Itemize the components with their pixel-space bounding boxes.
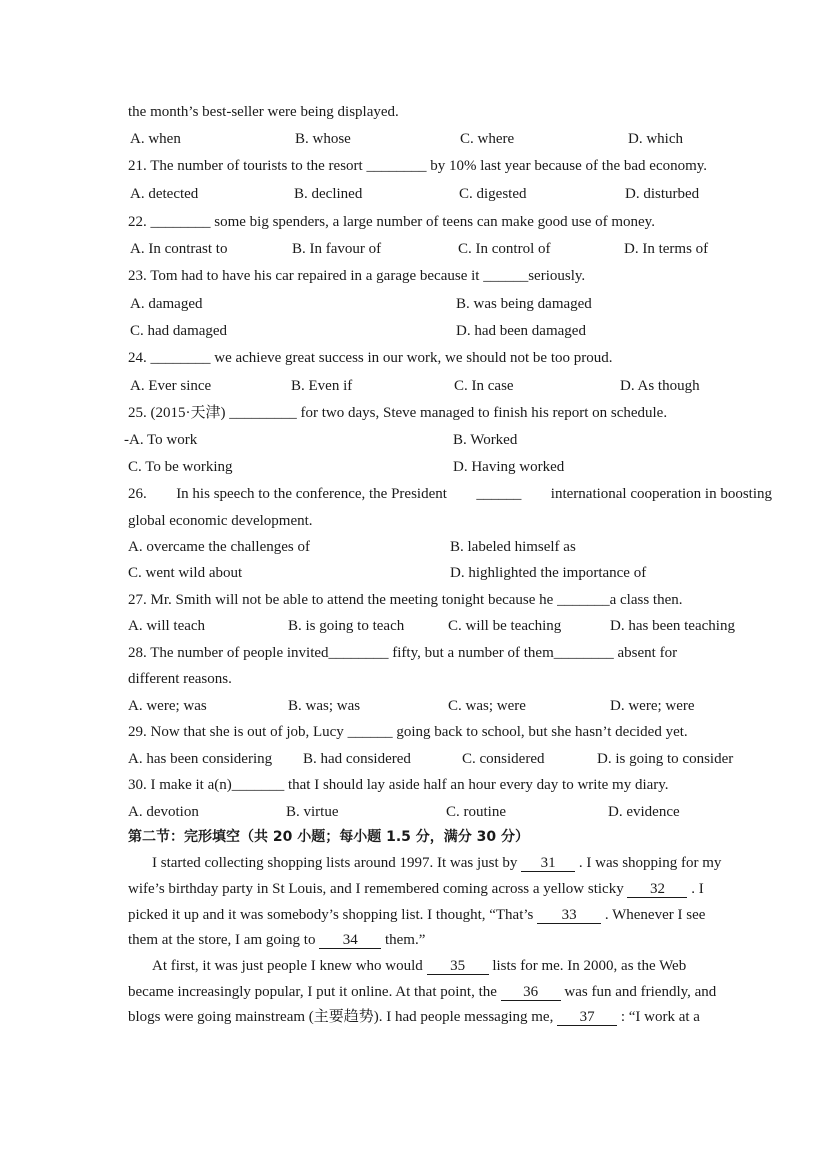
- q23-option-c: C. had damaged: [130, 323, 228, 339]
- q29-text-after: going back to school, but she hasn’t decided yet.: [396, 724, 688, 740]
- q22-text-after: some big spenders, a large number of teens can make good use of money.: [214, 214, 655, 230]
- passage-text: . Whenever I see: [604, 907, 706, 923]
- q20-option-a: A. when: [130, 131, 181, 147]
- q25-text-after: for two days, Steve managed to finish his report on schedule.: [300, 405, 668, 421]
- q26-text-line2: global economic development.: [128, 513, 313, 529]
- passage-text: wife’s birthday party in St Louis, and I remembered coming across a yellow sticky: [128, 881, 624, 897]
- blank-37: 37: [557, 1009, 617, 1026]
- q23-options-row1: [128, 294, 788, 314]
- q23-text-after: seriously.: [528, 268, 586, 284]
- q25-blank: _________: [229, 405, 297, 421]
- q21-stem: [128, 156, 707, 176]
- q28-stem-line2: [128, 669, 232, 689]
- passage-p1-line4: [128, 930, 768, 950]
- q27-number: 27.: [128, 592, 147, 608]
- q30-option-d: D. evidence: [608, 804, 680, 820]
- q25-option-b: B. Worked: [453, 432, 518, 448]
- q30-text-after: that I should lay aside half an hour every day to write my diary.: [287, 777, 669, 793]
- q29-option-d: D. is going to consider: [597, 751, 734, 767]
- q26-text-before: In his speech to the conference, the President: [176, 486, 447, 502]
- blank-35: 35: [427, 958, 489, 975]
- q26-number: 26.: [128, 486, 147, 502]
- q26-text-after: international cooperation in boosting: [550, 486, 772, 502]
- section-2-title: 第二节：完形填空（共 20 小题；每小题 1.5 分，满分 30 分）: [128, 829, 530, 845]
- q21-options: [128, 184, 788, 204]
- q30-option-c: C. routine: [446, 804, 506, 820]
- passage-text: lists for me. In 2000, as the Web: [492, 958, 687, 974]
- passage-text: became increasingly popular, I put it online. At that point, the: [128, 984, 497, 1000]
- q25-option-c: C. To be working: [128, 459, 233, 475]
- q21-blank: ________: [366, 158, 427, 174]
- q26-option-a: A. overcame the challenges of: [128, 539, 310, 555]
- q28-option-b: B. was; was: [288, 698, 361, 714]
- q29-blank: ______: [347, 724, 393, 740]
- q20-stem: [128, 102, 399, 122]
- blank-36: 36: [501, 984, 561, 1001]
- q21-number: 21.: [128, 158, 147, 174]
- q23-option-a: A. damaged: [130, 296, 203, 312]
- q30-option-b: B. virtue: [286, 804, 339, 820]
- q30-stem: [128, 775, 669, 795]
- q27-stem: [128, 590, 682, 610]
- q25-option-a: -A. To work: [124, 432, 198, 448]
- q23-options-row2: [128, 321, 788, 341]
- q27-text-before: Mr. Smith will not be able to attend the meeting tonight because he: [150, 592, 554, 608]
- q21-text-after: by 10% last year because of the bad economy.: [430, 158, 708, 174]
- q27-text-after: a class then.: [609, 592, 683, 608]
- q24-option-b: B. Even if: [291, 378, 353, 394]
- q26-option-c: C. went wild about: [128, 565, 243, 581]
- passage-text: them.”: [384, 932, 426, 948]
- passage-p2-line2: [128, 982, 768, 1002]
- q22-option-c: C. In control of: [458, 241, 551, 257]
- q29-text-before: Now that she is out of job, Lucy: [150, 724, 344, 740]
- blank-34: 34: [319, 932, 381, 949]
- passage-text: At first, it was just people I knew who would: [152, 958, 423, 974]
- q24-text-after: we achieve great success in our work, we should not be too proud.: [214, 350, 613, 366]
- q26-option-b: B. labeled himself as: [450, 539, 576, 555]
- q30-number: 30.: [128, 777, 147, 793]
- q20-option-c: C. where: [460, 131, 515, 147]
- q28-text-before: The number of people invited: [150, 645, 329, 661]
- q24-number: 24.: [128, 350, 147, 366]
- q23-number: 23.: [128, 268, 147, 284]
- q23-text-before: Tom had to have his car repaired in a garage because it: [150, 268, 480, 284]
- q29-option-c: C. considered: [462, 751, 545, 767]
- q29-options: [128, 749, 788, 769]
- q30-text-before: I make it a(n): [150, 777, 232, 793]
- q28-option-d: D. were; were: [610, 698, 695, 714]
- q26-options-row1: [128, 537, 788, 557]
- passage-text: them at the store, I am going to: [128, 932, 316, 948]
- passage-text: . I: [691, 881, 704, 897]
- q20-option-d: D. which: [628, 131, 683, 147]
- q22-option-b: B. In favour of: [292, 241, 382, 257]
- passage-text: I started collecting shopping lists around 1997. It was just by: [152, 855, 518, 871]
- q30-option-a: A. devotion: [128, 804, 199, 820]
- q24-option-a: A. Ever since: [130, 378, 212, 394]
- q27-options: [128, 616, 788, 636]
- q21-option-b: B. declined: [294, 186, 363, 202]
- passage-text: was fun and friendly, and: [564, 984, 717, 1000]
- q28-option-c: C. was; were: [448, 698, 526, 714]
- q29-option-b: B. had considered: [303, 751, 411, 767]
- q21-text-before: The number of tourists to the resort: [150, 158, 363, 174]
- q25-number: 25. (2015·天津): [128, 405, 226, 421]
- q20-option-b: B. whose: [295, 131, 351, 147]
- q27-option-d: D. has been teaching: [610, 618, 735, 634]
- q22-number: 22.: [128, 214, 147, 230]
- q22-stem: [128, 212, 655, 232]
- q26-option-d: D. highlighted the importance of: [450, 565, 647, 581]
- q25-options-row2: [128, 457, 788, 477]
- q30-options: [128, 802, 788, 822]
- q28-option-a: A. were; was: [128, 698, 207, 714]
- q26-stem: [128, 484, 772, 504]
- q25-option-d: D. Having worked: [453, 459, 565, 475]
- q29-stem: [128, 722, 688, 742]
- q24-option-c: C. In case: [454, 378, 514, 394]
- q23-stem: [128, 266, 585, 286]
- q28-text-after: absent for: [617, 645, 678, 661]
- q28-text-line2: different reasons.: [128, 671, 232, 687]
- passage-p1-line1: [128, 853, 792, 873]
- passage-text: : “I work at a: [620, 1009, 700, 1025]
- q22-blank: ________: [150, 214, 211, 230]
- passage-p2-line1: [128, 956, 792, 976]
- q29-option-a: A. has been considering: [128, 751, 273, 767]
- q27-option-c: C. will be teaching: [448, 618, 562, 634]
- q30-blank: _______: [231, 777, 285, 793]
- passage-text: picked it up and it was somebody’s shopping list. I thought, “That’s: [128, 907, 534, 923]
- q28-stem: [128, 643, 677, 663]
- q28-options: [128, 696, 788, 716]
- passage-text: blogs were going mainstream (主要趋势). I had people messaging me,: [128, 1009, 554, 1025]
- passage-p1-line3: [128, 905, 768, 925]
- q20-options: [128, 129, 788, 149]
- q28-number: 28.: [128, 645, 147, 661]
- q21-option-c: C. digested: [459, 186, 527, 202]
- q22-options: [128, 239, 788, 259]
- q26-blank: ______: [476, 486, 522, 502]
- q28-blank-1: ________: [328, 645, 389, 661]
- q27-option-b: B. is going to teach: [288, 618, 405, 634]
- q24-blank: ________: [150, 350, 211, 366]
- q24-option-d: D. As though: [620, 378, 700, 394]
- q24-options: [128, 376, 788, 396]
- blank-32: 32: [627, 881, 687, 898]
- q29-number: 29.: [128, 724, 147, 740]
- q23-blank: ______: [483, 268, 529, 284]
- q28-blank-2: ________: [553, 645, 614, 661]
- q27-option-a: A. will teach: [128, 618, 206, 634]
- q26-stem-line2: [128, 511, 313, 531]
- q21-option-d: D. disturbed: [625, 186, 700, 202]
- q28-text-middle: fifty, but a number of them: [392, 645, 554, 661]
- passage-text: . I was shopping for my: [578, 855, 722, 871]
- q22-option-d: D. In terms of: [624, 241, 709, 257]
- q24-stem: [128, 348, 612, 368]
- q25-stem: [128, 403, 667, 423]
- passage-p2-line3: [128, 1007, 768, 1027]
- q23-option-d: D. had been damaged: [456, 323, 586, 339]
- q21-option-a: A. detected: [130, 186, 199, 202]
- blank-33: 33: [537, 907, 601, 924]
- q26-options-row2: [128, 563, 788, 583]
- blank-31: 31: [521, 855, 575, 872]
- q23-option-b: B. was being damaged: [456, 296, 592, 312]
- q20-stem-text: the month’s best-seller were being displayed.: [128, 104, 399, 120]
- passage-p1-line2: [128, 879, 768, 899]
- q25-options-row1: [124, 430, 788, 450]
- q22-option-a: A. In contrast to: [130, 241, 228, 257]
- q27-blank: _______: [557, 592, 610, 608]
